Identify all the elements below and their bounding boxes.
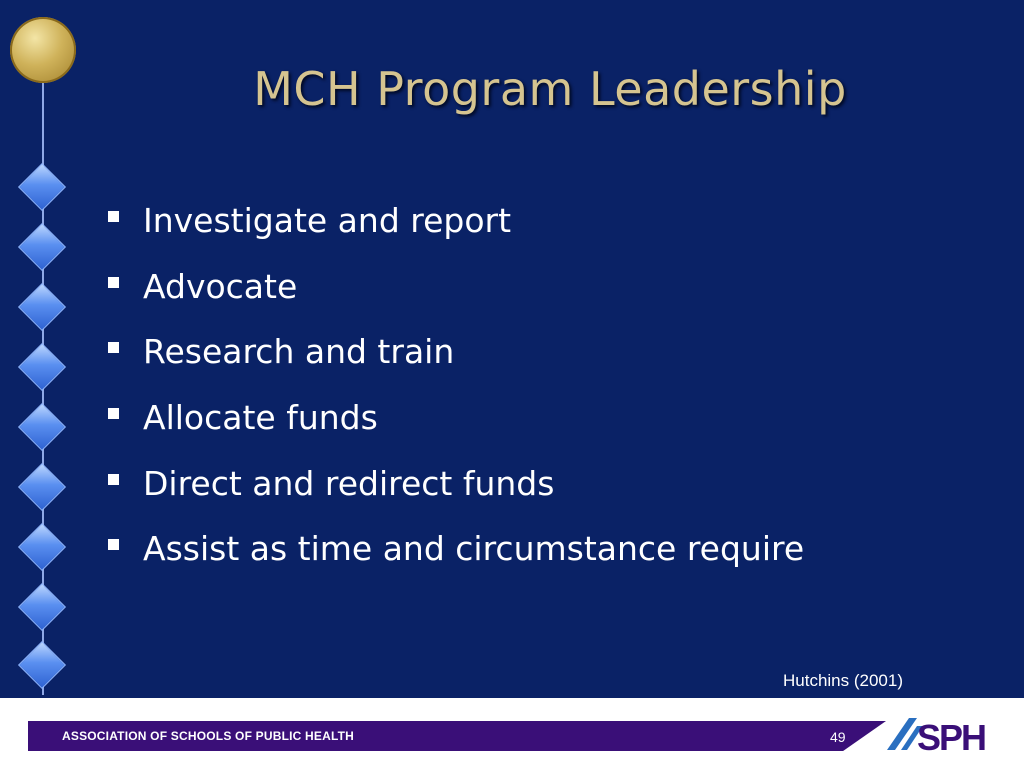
diamond-icon xyxy=(18,641,66,689)
bullet-text: Advocate xyxy=(143,266,298,306)
square-bullet-icon xyxy=(108,277,119,288)
diamond-icon xyxy=(18,163,66,211)
bullet-item xyxy=(108,385,804,451)
asph-logo xyxy=(887,714,1002,758)
diamond-icon xyxy=(18,403,66,451)
page-number: 49 xyxy=(830,729,846,745)
gold-circle-icon xyxy=(10,17,76,83)
svg-text:SPH: SPH xyxy=(917,717,986,758)
bullet-item xyxy=(108,188,804,254)
bullet-text: Research and train xyxy=(143,332,455,372)
square-bullet-icon xyxy=(108,408,119,419)
diamond-icon xyxy=(18,223,66,271)
bullet-item xyxy=(108,319,804,385)
diamond-icon xyxy=(18,343,66,391)
bullet-text: Direct and redirect funds xyxy=(143,463,555,503)
bullet-list xyxy=(108,188,804,582)
bullet-item xyxy=(108,254,804,320)
square-bullet-icon xyxy=(108,211,119,222)
square-bullet-icon xyxy=(108,342,119,353)
diamond-icon xyxy=(18,523,66,571)
footer-organization: ASSOCIATION OF SCHOOLS OF PUBLIC HEALTH xyxy=(62,729,355,743)
bullet-item xyxy=(108,450,804,516)
slide-title: MCH Program Leadership xyxy=(253,62,847,116)
citation: Hutchins (2001) xyxy=(783,671,904,690)
diamond-icon xyxy=(18,463,66,511)
bullet-text: Investigate and report xyxy=(143,201,512,241)
bullet-text: Allocate funds xyxy=(143,398,378,438)
square-bullet-icon xyxy=(108,539,119,550)
bullet-item xyxy=(108,516,804,582)
square-bullet-icon xyxy=(108,474,119,485)
diamond-icon xyxy=(18,283,66,331)
bullet-text: Assist as time and circumstance require xyxy=(143,529,805,569)
diamond-icon xyxy=(18,583,66,631)
